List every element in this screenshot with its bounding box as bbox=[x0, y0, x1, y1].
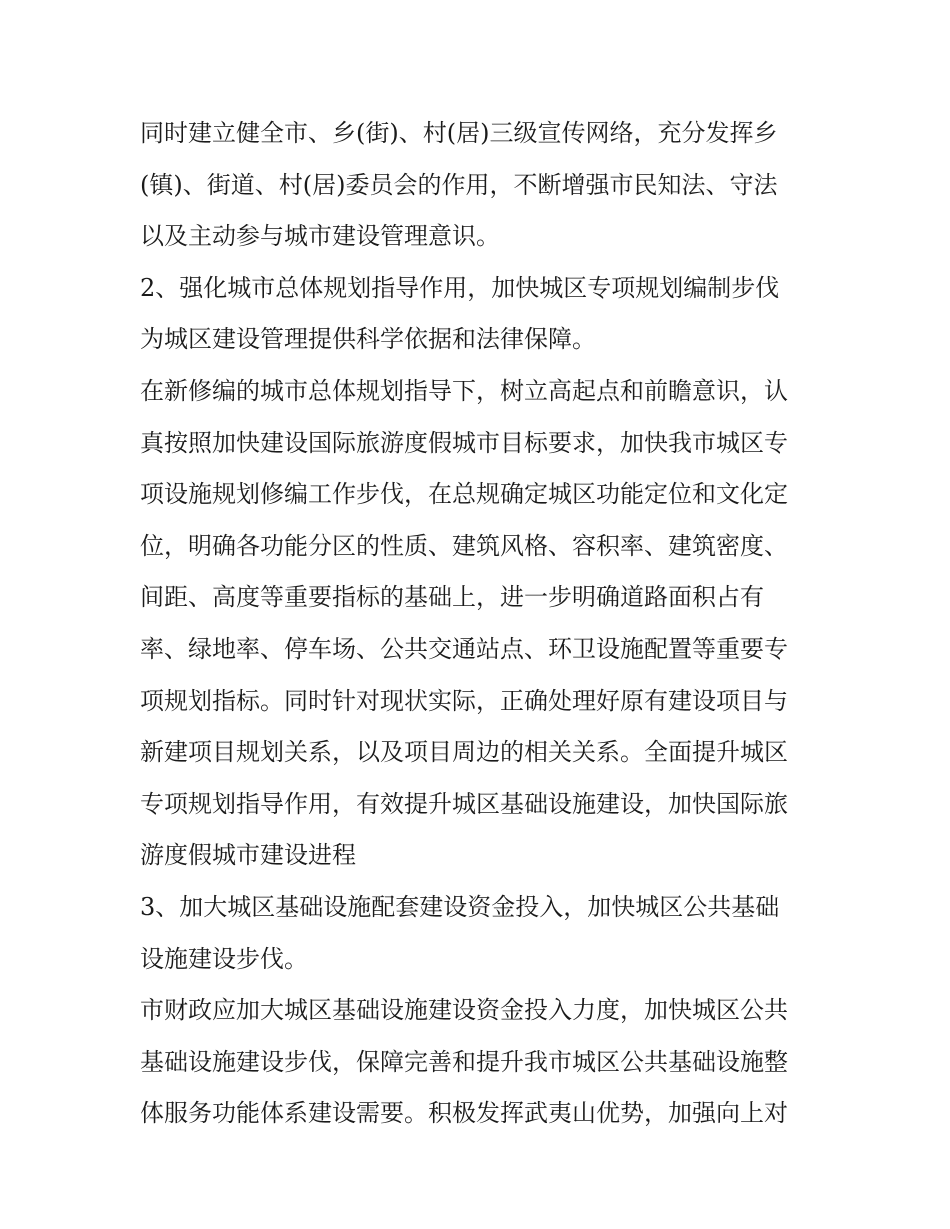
text-line: 以及主动参与城市建设管理意识。 bbox=[140, 222, 500, 251]
section-heading-3: 3、加大城区基础设施配套建设资金投入，加快城区公共基础 bbox=[140, 892, 780, 921]
body-text bbox=[140, 108, 820, 1140]
text-line: 项设施规划修编工作步伐，在总规确定城区功能定位和文化定 bbox=[140, 480, 788, 509]
section-heading-3-cont: 设施建设步伐。 bbox=[140, 944, 308, 973]
section-heading-2-cont: 为城区建设管理提供科学依据和法律保障。 bbox=[140, 325, 596, 354]
text-line: 率、绿地率、停车场、公共交通站点、环卫设施配置等重要专 bbox=[140, 634, 788, 663]
text-line: 游度假城市建设进程 bbox=[140, 841, 356, 870]
text-line: 体服务功能体系建设需要。积极发挥武夷山优势，加强向上对 bbox=[140, 1099, 788, 1128]
text-line: 同时建立健全市、乡(街)、村(居)三级宣传网络，充分发挥乡 bbox=[140, 119, 778, 147]
text-line: 间距、高度等重要指标的基础上，进一步明确道路面积占有 bbox=[140, 583, 764, 612]
text-line: 基础设施建设步伐，保障完善和提升我市城区公共基础设施整 bbox=[140, 1047, 788, 1076]
text-line: 市财政应加大城区基础设施建设资金投入力度，加快城区公共 bbox=[140, 996, 788, 1025]
text-line: 项规划指标。同时针对现状实际，正确处理好原有建设项目与 bbox=[140, 686, 788, 715]
text-line: 位，明确各功能分区的性质、建筑风格、容积率、建筑密度、 bbox=[140, 531, 788, 560]
text-line: 新建项目规划关系，以及项目周边的相关关系。全面提升城区 bbox=[140, 738, 788, 767]
text-line: 真按照加快建设国际旅游度假城市目标要求，加快我市城区专 bbox=[140, 428, 788, 457]
text-line: (镇)、街道、村(居)委员会的作用，不断增强市民知法、守法 bbox=[140, 170, 778, 199]
text-line: 在新修编的城市总体规划指导下，树立高起点和前瞻意识，认 bbox=[140, 376, 788, 405]
text-line: 专项规划指导作用，有效提升城区基础设施建设，加快国际旅 bbox=[140, 789, 788, 818]
section-heading-2: 2、强化城市总体规划指导作用，加快城区专项规划编制步伐 bbox=[140, 273, 780, 302]
